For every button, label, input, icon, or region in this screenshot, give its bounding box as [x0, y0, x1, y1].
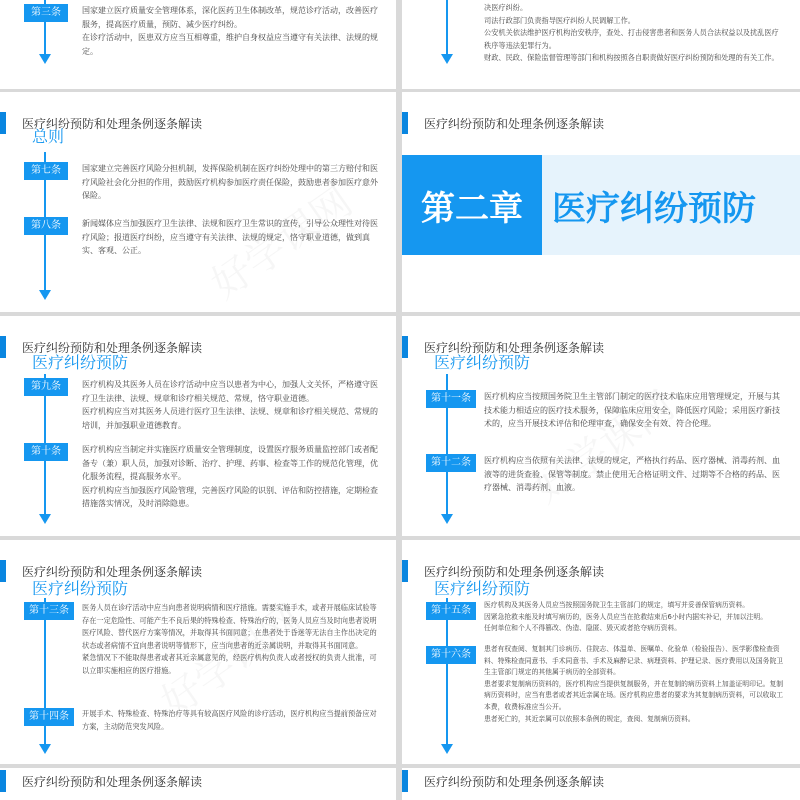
article-text: 医疗机构及其医务人员应当按照国务院卫生主管部门的规定，填写并妥善保管病历资料。 因紧急抢救未能及时填写病历的，医务人员应当在抢救结束后6小时内据实补记，并加以注明。 任何单位和个人不得篡改、伪造、隐匿、毁灭或者抢夺病历资料。 [484, 601, 767, 633]
article-text: 医疗机构应当制定并实施医疗质量安全管理制度，设置医疗服务质量监控部门或者配备专（兼）职人员，加强对诊断、治疗、护理、药事、检查等工作的规范化管理，优化服务流程，提高服务水平。 医疗机构应当加强医疗风险管理，完善医疗风险的识别、评估和防控措施，定期检查措施落实情况，及时消除隐患。 [82, 445, 378, 508]
slide-partial-bottom-right [402, 768, 800, 800]
article-text: 医务人员在诊疗活动中应当向患者说明病情和医疗措施。需要实施手术，或者开展临床试验等存在一定危险性、可能产生不良后果的特殊检查、特殊治疗的，医务人员应当及时向患者说明医疗风险、替代医疗方案等情况，并取得其书面同意；在患者处于昏迷等无法自主作出决定的状态或者病情不宜向患者说明等情形下，应当向患者的近亲属说明，并取得其书面同意。 紧急情况下不能取得患者或者其近亲属意见的，经医疗机构负责人或者授权的负责人批准，可以立即实施相应的医疗措施。 [82, 603, 377, 675]
header-accent-bar [402, 770, 408, 792]
header-title: 医疗纠纷预防和处理条例逐条解读 [424, 565, 605, 579]
section-title: 医疗纠纷预防 [434, 579, 531, 598]
article-text: 医疗机构及其医务人员在诊疗活动中应当以患者为中心，加强人文关怀，严格遵守医疗卫生法律、法规、规章和诊疗相关规范、常规，恪守职业道德。 医疗机构应当对其医务人员进行医疗卫生法律、法规、规章和诊疗相关规范、常规的培训，并加强职业道德教育。 [82, 380, 378, 430]
article-tag: 第十条 [24, 443, 68, 461]
header-accent-bar [0, 112, 6, 134]
timeline-arrow [39, 744, 51, 754]
header-title: 医疗纠纷预防和处理条例逐条解读 [424, 117, 605, 131]
slide-prevention-15-16 [402, 540, 800, 764]
header-title: 医疗纠纷预防和处理条例逐条解读 [22, 775, 203, 789]
header-title: 医疗纠纷预防和处理条例逐条解读 [424, 341, 605, 355]
timeline-arrow [39, 54, 51, 64]
slide-header [402, 770, 798, 792]
timeline-arrow [441, 514, 453, 524]
header-accent-bar [0, 336, 6, 358]
article-text: 开展手术、特殊检查、特殊治疗等具有较高医疗风险的诊疗活动，医疗机构应当提前预备应对方案，主动防范突发风险。 [82, 709, 377, 731]
section-title: 总则 [32, 127, 65, 146]
slide-prevention-9-10 [0, 316, 396, 536]
slide-general-provisions [0, 92, 396, 312]
header-accent-bar [0, 770, 6, 792]
article-text: 新闻媒体应当加强医疗卫生法律、法规和医疗卫生常识的宣传，引导公众理性对待医疗风险；报道医疗纠纷，应当遵守有关法律、法规的规定，恪守职业道德，做到真实、客观、公正。 [82, 219, 378, 255]
header-accent-bar [402, 336, 408, 358]
timeline-arrow [39, 290, 51, 300]
slide-chapter-title [402, 92, 800, 312]
article-tag: 第十六条 [426, 646, 476, 664]
section-title: 医疗纠纷预防 [434, 353, 531, 372]
chapter-name: 医疗纠纷预防 [552, 189, 756, 229]
article-tag: 第七条 [24, 162, 68, 180]
article-tag: 第三条 [24, 4, 68, 22]
header-title: 医疗纠纷预防和处理条例逐条解读 [22, 565, 203, 579]
header-title: 医疗纠纷预防和处理条例逐条解读 [424, 775, 605, 789]
article-tag: 第十四条 [24, 708, 74, 726]
article-text: 医疗机构应当按照国务院卫生主管部门制定的医疗技术临床应用管理规定，开展与其技术能力相适应的医疗技术服务，保障临床应用安全，降低医疗风险；采用医疗新技术的，应当开展技术评估和伦理审查，确保安全有效、符合伦理。 [484, 392, 780, 428]
article-tag: 第十五条 [426, 602, 476, 620]
slide-partial-top-right [402, 0, 800, 89]
header-accent-bar [402, 112, 408, 134]
section-title: 医疗纠纷预防 [32, 579, 129, 598]
slide-header [0, 770, 396, 792]
article-tag: 第十二条 [426, 454, 476, 472]
article-tag: 第九条 [24, 378, 68, 396]
timeline-line [446, 0, 448, 54]
slide-partial-top-left [0, 0, 396, 89]
article-text: 国家建立医疗质量安全管理体系，深化医药卫生体制改革，规范诊疗活动，改善医疗服务，提高医疗质量，预防、减少医疗纠纷。 在诊疗活动中，医患双方应当互相尊重，维护自身权益应当遵守有关法律、法规的规定。 [82, 6, 378, 56]
timeline-arrow [441, 54, 453, 64]
chapter-number: 第二章 [421, 189, 523, 229]
slide-header [402, 112, 798, 134]
article-tag: 第十三条 [24, 602, 74, 620]
slide-partial-bottom-left [0, 768, 396, 800]
timeline-arrow [441, 744, 453, 754]
slide-prevention-13-14 [0, 540, 396, 764]
article-text: 决医疗纠纷。 司法行政部门负责指导医疗纠纷人民调解工作。 公安机关依法维护医疗机构治安秩序，查处、打击侵害患者和医务人员合法权益以及扰乱医疗秩序等违法犯罪行为。 财政、民政、保险监督管理等部门和机构按照各自职责做好医疗纠纷预防和处理的有关工作。 [484, 3, 779, 62]
timeline-arrow [39, 514, 51, 524]
article-tag: 第十一条 [426, 390, 476, 408]
slide-prevention-11-12 [402, 316, 800, 536]
article-text: 国家建立完善医疗风险分担机制，发挥保险机制在医疗纠纷处理中的第三方赔付和医疗风险社会化分担的作用，鼓励医疗机构参加医疗责任保险，鼓励患者参加医疗意外保险。 [82, 164, 378, 200]
header-accent-bar [0, 560, 6, 582]
section-title: 医疗纠纷预防 [32, 353, 129, 372]
article-text: 患者有权查阅、复制其门诊病历、住院志、体温单、医嘱单、化验单（检验报告）、医学影像检查资料、特殊检查同意书、手术同意书、手术及麻醉记录、病理资料、护理记录、医疗费用以及国务院卫生主管部门规定的其他属于病历的全部资料。 患者要求复制病历资料的，医疗机构应当提供复制服务，并在复制的病历资料上加盖证明印记。复制病历资料时，应当有患者或者其近亲属在场。医疗机构应患者的要求为其复制病历资料，可以收取工本费，收费标准应当公开。 患者死亡的，其近亲属可以依照本条例的规定，查阅、复制病历资料。 [484, 645, 784, 723]
header-title: 医疗纠纷预防和处理条例逐条解读 [22, 341, 203, 355]
article-tag: 第八条 [24, 217, 68, 235]
article-text: 医疗机构应当依照有关法律、法规的规定，严格执行药品、医疗器械、消毒药剂、血液等的进货查验、保管等制度。禁止使用无合格证明文件、过期等不合格的药品、医疗器械、消毒药剂、血液。 [484, 456, 780, 492]
header-title: 医疗纠纷预防和处理条例逐条解读 [22, 117, 203, 131]
header-accent-bar [402, 560, 408, 582]
